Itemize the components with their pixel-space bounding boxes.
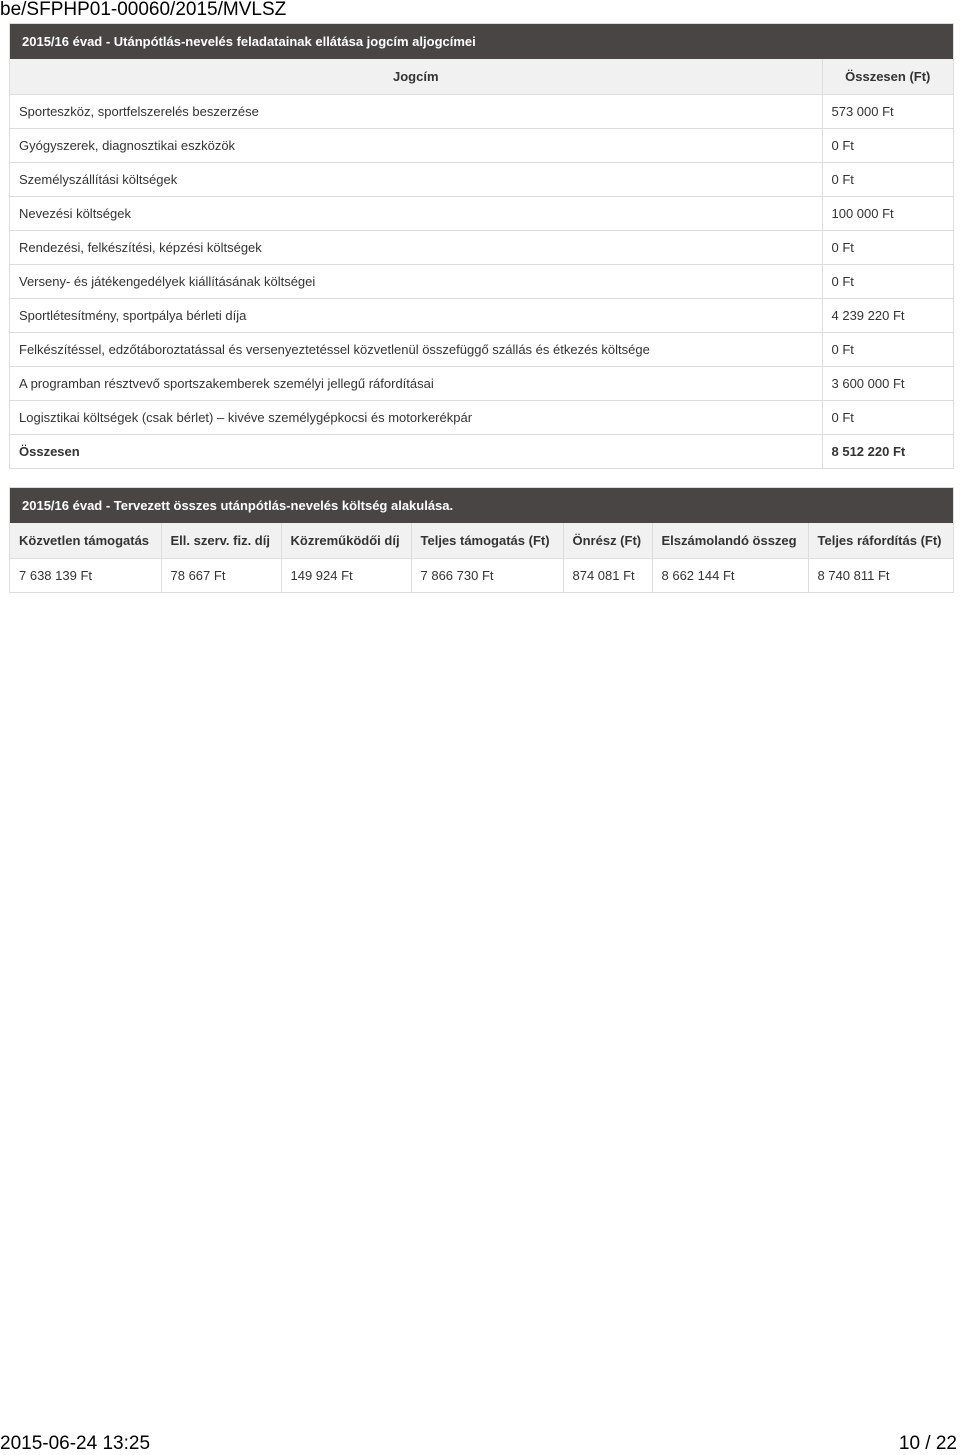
table-row xyxy=(10,196,953,230)
row-label: Gyógyszerek, diagnosztikai eszközök xyxy=(10,128,822,162)
row-label: Logisztikai költségek (csak bérlet) – kivéve személygépkocsi és motorkerékpár xyxy=(10,400,822,434)
row-value: 573 000 Ft xyxy=(822,94,953,128)
column-header-onresz: Önrész (Ft) xyxy=(563,523,652,558)
section-title: 2015/16 évad - Utánpótlás-nevelés feladatainak ellátása jogcím aljogcímei xyxy=(10,24,953,59)
column-header-osszesen: Összesen (Ft) xyxy=(822,59,953,94)
total-row xyxy=(10,434,953,468)
value-onresz: 874 081 Ft xyxy=(563,558,652,592)
footer-datetime: 2015-06-24 13:25 xyxy=(0,1433,151,1454)
subcategories-table xyxy=(10,59,953,468)
section-title: 2015/16 évad - Tervezett összes utánpótlás-nevelés költség alakulása. xyxy=(10,488,953,523)
row-value: 0 Ft xyxy=(822,264,953,298)
value-teljes-tamogatas: 7 866 730 Ft xyxy=(411,558,563,592)
column-header-elszamolando: Elszámolandó összeg xyxy=(652,523,808,558)
subsidy-subcategories-section xyxy=(9,23,954,469)
column-header-kozremukodoi: Közreműködői díj xyxy=(281,523,411,558)
table-row xyxy=(10,400,953,434)
table-row xyxy=(10,366,953,400)
row-value: 4 239 220 Ft xyxy=(822,298,953,332)
table-row xyxy=(10,94,953,128)
planned-costs-table xyxy=(10,523,953,592)
row-label: Sportlétesítmény, sportpálya bérleti díja xyxy=(10,298,822,332)
row-label: Felkészítéssel, edzőtáboroztatással és versenyeztetéssel közvetlenül összefüggő szállás és étkezés költsége xyxy=(10,332,822,366)
row-value: 3 600 000 Ft xyxy=(822,366,953,400)
row-label: Verseny- és játékengedélyek kiállításának költségei xyxy=(10,264,822,298)
value-ell-szerv: 78 667 Ft xyxy=(161,558,281,592)
column-header-teljes-raforditas: Teljes ráfordítás (Ft) xyxy=(808,523,953,558)
row-label: Nevezési költségek xyxy=(10,196,822,230)
total-value: 8 512 220 Ft xyxy=(822,434,953,468)
table-row xyxy=(10,298,953,332)
row-value: 0 Ft xyxy=(822,162,953,196)
row-value: 0 Ft xyxy=(822,332,953,366)
column-header-teljes-tamogatas: Teljes támogatás (Ft) xyxy=(411,523,563,558)
column-header-kozvetlen: Közvetlen támogatás xyxy=(10,523,161,558)
row-value: 0 Ft xyxy=(822,400,953,434)
value-kozvetlen: 7 638 139 Ft xyxy=(10,558,161,592)
row-value: 0 Ft xyxy=(822,128,953,162)
total-label: Összesen xyxy=(10,434,822,468)
table-row xyxy=(10,264,953,298)
row-label: Sporteszköz, sportfelszerelés beszerzése xyxy=(10,94,822,128)
column-header-jogcim: Jogcím xyxy=(10,59,822,94)
row-value: 100 000 Ft xyxy=(822,196,953,230)
table-row xyxy=(10,162,953,196)
value-kozremukodoi: 149 924 Ft xyxy=(281,558,411,592)
row-label: Rendezési, felkészítési, képzési költségek xyxy=(10,230,822,264)
row-label: A programban résztvevő sportszakemberek személyi jellegű ráfordításai xyxy=(10,366,822,400)
footer-page-number: 10 / 22 xyxy=(898,1433,957,1454)
value-elszamolando: 8 662 144 Ft xyxy=(652,558,808,592)
column-header-ell-szerv: Ell. szerv. fiz. díj xyxy=(161,523,281,558)
row-label: Személyszállítási költségek xyxy=(10,162,822,196)
row-value: 0 Ft xyxy=(822,230,953,264)
document-id: be/SFPHP01-00060/2015/MVLSZ xyxy=(0,0,287,20)
table-row xyxy=(10,128,953,162)
planned-costs-section xyxy=(9,487,954,593)
table-row xyxy=(10,332,953,366)
table-row xyxy=(10,230,953,264)
table-row xyxy=(10,558,953,592)
value-teljes-raforditas: 8 740 811 Ft xyxy=(808,558,953,592)
